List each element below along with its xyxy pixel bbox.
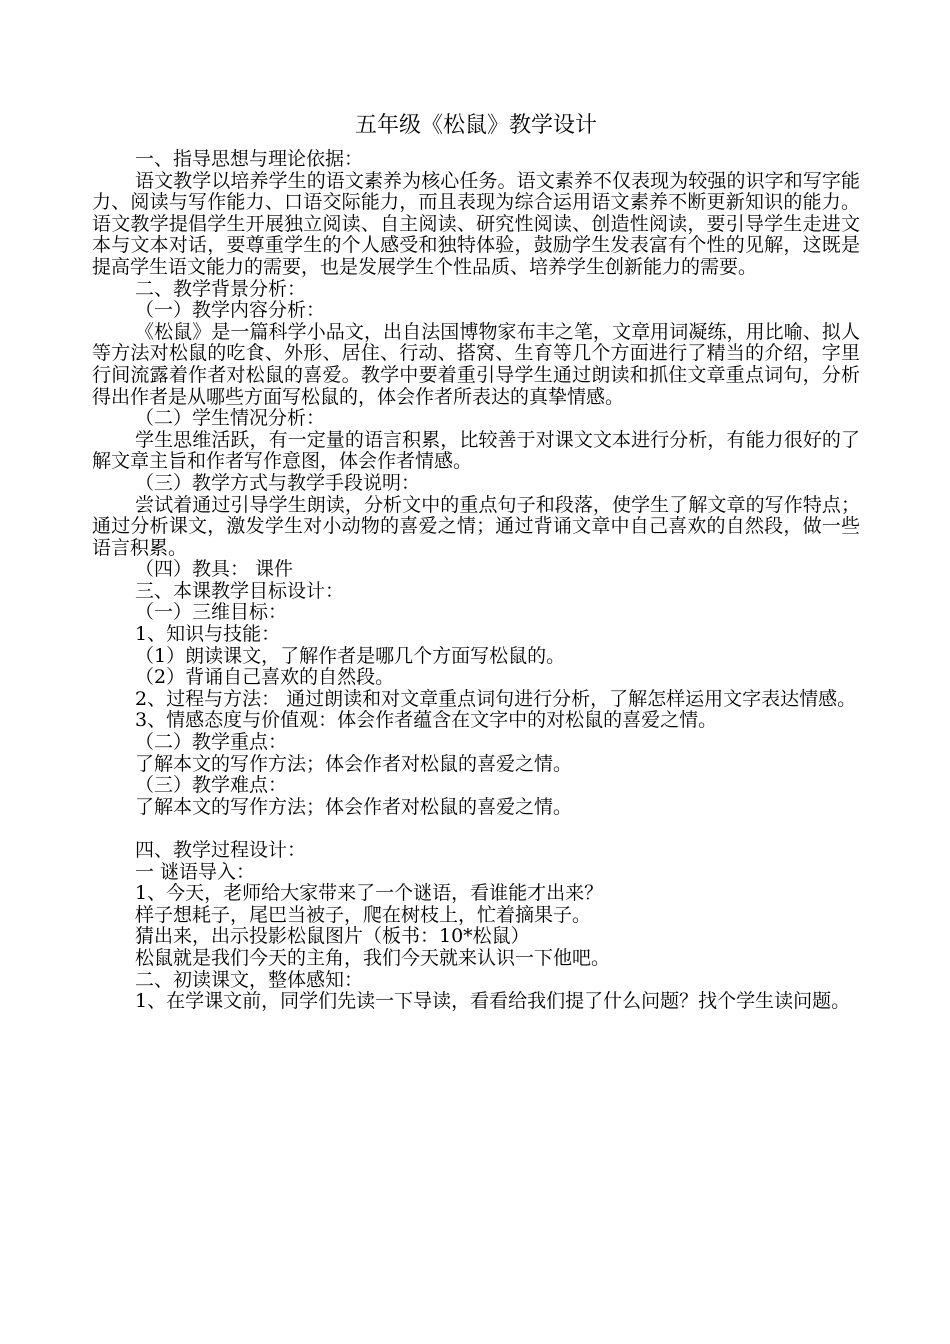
paragraph: 《松鼠》是一篇科学小品文，出自法国博物家布丰之笔，文章用词凝练，用比喻、拟人等方法对松鼠的吃食、外形、居住、行动、搭窝、生育等几个方面进行了精当的介绍，字里行间流露着作者对松鼠的喜爱。教学中要着重引导学生通过朗读和抓住文章重点词句，分析得出作者是从哪些方面写松鼠的，体会作者所表达的真挚情感。 — [92, 320, 860, 408]
paragraph: （一）教学内容分析： — [135, 299, 326, 322]
paragraph: （四）教具： 课件 — [135, 558, 294, 581]
document-title: 五年级《松鼠》教学设计 — [354, 113, 597, 138]
paragraph: （三）教学难点： — [135, 774, 288, 797]
paragraph: 松鼠就是我们今天的主角，我们今天就来认识一下他吧。 — [135, 946, 611, 969]
paragraph: （二）教学重点： — [135, 731, 288, 754]
document-body — [92, 149, 860, 1013]
paragraph: （2）背诵自己喜欢的自然段。 — [135, 666, 395, 689]
paragraph: 1、知识与技能： — [135, 623, 281, 646]
paragraph: 了解本文的写作方法；体会作者对松鼠的喜爱之情。 — [135, 795, 573, 818]
paragraph: 一、指导思想与理论依据： — [135, 148, 364, 170]
paragraph: 二、教学背景分析： — [135, 277, 307, 300]
paragraph: 3、情感态度与价值观：体会作者蕴含在文字中的对松鼠的喜爱之情。 — [135, 709, 718, 732]
paragraph: 1、今天，老师给大家带来了一个谜语，看谁能才出来？ — [135, 882, 604, 905]
paragraph: 猜出来，出示投影松鼠图片（板书：10*松鼠） — [135, 925, 530, 948]
paragraph: 四、教学过程设计： — [135, 839, 307, 861]
paragraph: 了解本文的写作方法；体会作者对松鼠的喜爱之情。 — [135, 752, 573, 775]
paragraph: 样子想耗子，尾巴当被子，爬在树枝上，忙着摘果子。 — [135, 903, 592, 926]
paragraph: 一 谜语导入： — [135, 860, 256, 883]
paragraph: （二）学生情况分析： — [135, 407, 326, 430]
document-page — [92, 112, 860, 1013]
paragraph: 尝试着通过引导学生朗读，分析文中的重点句子和段落，使学生了解文章的写作特点；通过分析课文，激发学生对小动物的喜爱之情；通过背诵文章中自己喜欢的自然段，做一些语言积累。 — [92, 493, 860, 559]
paragraph: （一）三维目标： — [135, 601, 288, 624]
blank-line — [92, 818, 860, 840]
paragraph: 学生思维活跃，有一定量的语言积累，比较善于对课文文本进行分析，有能力很好的了解文章主旨和作者写作意图，体会作者情感。 — [92, 428, 860, 473]
paragraph: 2、过程与方法： 通过朗读和对文章重点词句进行分析，了解怎样运用文字表达情感。 — [135, 687, 857, 710]
paragraph: 语文教学以培养学生的语文素养为核心任务。语文素养不仅表现为较强的识字和写字能力、阅读与写作能力、口语交际能力，而且表现为综合运用语文素养不断更新知识的能力。语文教学提倡学生开展独立阅读、自主阅读、研究性阅读、创造性阅读，要引导学生走进文本与文本对话，要尊重学生的个人感受和独特体验，鼓励学生发表富有个性的见解，这既是提高学生语文能力的需要，也是发展学生个性品质、培养学生创新能力的需要。 — [92, 169, 860, 278]
paragraph: 三、本课教学目标设计： — [135, 579, 345, 602]
paragraph: （三）教学方式与教学手段说明： — [135, 471, 421, 494]
paragraph: （1）朗读课文，了解作者是哪几个方面写松鼠的。 — [135, 644, 566, 667]
paragraph: 二、初读课文，整体感知： — [135, 968, 364, 991]
paragraph: 1、在学课文前，同学们先读一下导读，看看给我们提了什么问题？找个学生读问题。 — [135, 990, 851, 1013]
